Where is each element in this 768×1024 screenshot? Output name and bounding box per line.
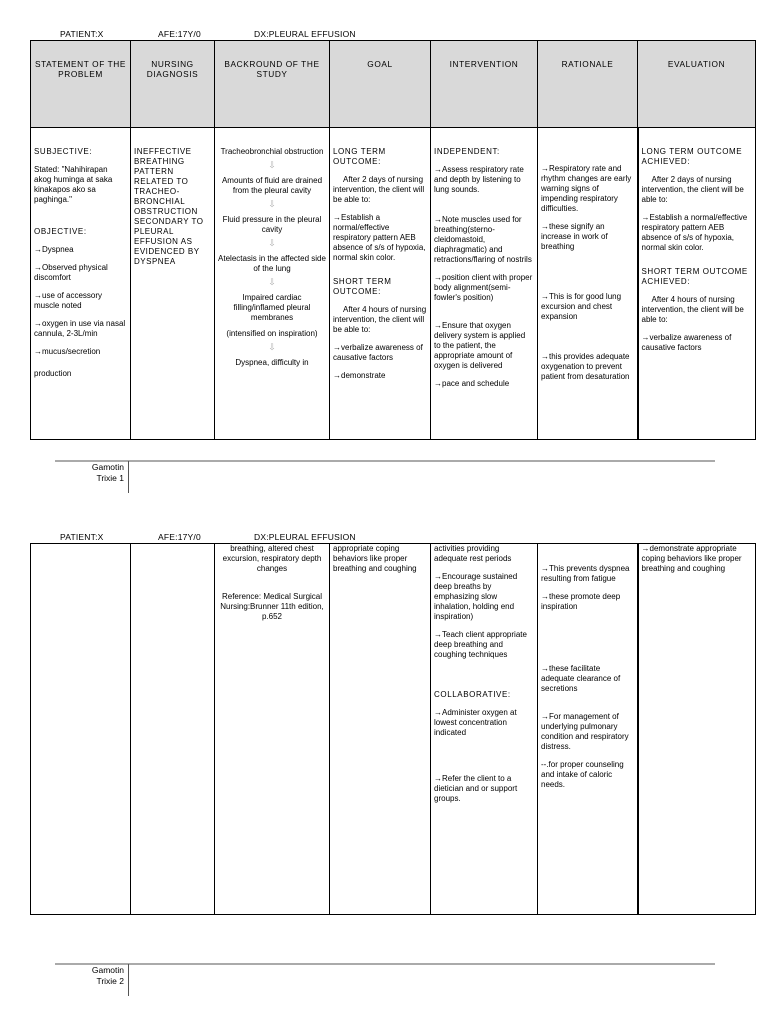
intervention-item: →Refer the client to a dietician and or support groups. (434, 774, 518, 803)
collaborative-title: COLLABORATIVE: (434, 690, 511, 699)
nursing-diagnosis-text: INEFFECTIVE BREATHING PATTERN RELATED TO TRACHEO-BRONCHIAL OBSTRUCTION SECONDARY TO PLEURAL EFFUSION AS EVIDENCED BY DYSPNEA (134, 147, 204, 266)
footer-divider (128, 461, 129, 493)
background-cell (215, 128, 330, 440)
care-plan-table-page-2 (30, 543, 756, 915)
footer-rule (55, 963, 715, 965)
short-term-achieved-title: SHORT TERM OUTCOME ACHIEVED: (641, 267, 748, 286)
objective-item: production (34, 369, 72, 378)
objective-item: →Observed physical discomfort (34, 263, 108, 282)
objective-item: →mucus/secretion (34, 347, 101, 356)
patient-label: PATIENT:X (60, 532, 104, 542)
background-step: Atelectasis in the affected side of the lung (218, 254, 326, 273)
long-term-achieved-text: After 2 days of nursing intervention, the client will be able to: (641, 175, 744, 204)
intervention-item: →position client with proper body alignment(semi-fowler's position) (434, 273, 533, 302)
evaluation-cell (638, 544, 756, 915)
objective-item: →Dyspnea (34, 245, 74, 254)
intervention-item: activities providing adequate rest periods (434, 544, 512, 563)
objective-item: →oxygen in use via nasal cannula, 2-3L/min (34, 319, 126, 338)
background-step: Tracheobronchial obstruction (220, 147, 324, 156)
intervention-item: →Ensure that oxygen delivery system is applied to the patient, the appropriate amount of oxygen is delivered (434, 321, 526, 370)
intervention-item: →Teach client appropriate deep breathing and coughing techniques (434, 630, 527, 659)
column-header: RATIONALE (538, 41, 638, 128)
short-term-text: After 4 hours of nursing intervention, the client will be able to: (333, 305, 427, 334)
rationale-item: →these promote deep inspiration (541, 592, 621, 611)
down-arrow-icon: ⇩ (268, 199, 276, 209)
down-arrow-icon: ⇩ (268, 342, 276, 352)
rationale-item: →these signify an increase in work of breathing (541, 222, 608, 251)
nursing-diagnosis-cell (131, 544, 215, 915)
diagnosis-label: DX:PLEURAL EFFUSION (254, 532, 356, 542)
footer-name: Gamotin (91, 462, 124, 472)
intervention-item: →Note muscles used for breathing(sterno-cleidomastoid, diaphragmatic) and retractions/flaring of nostrils (434, 215, 532, 264)
patient-label: PATIENT:X (60, 29, 104, 39)
background-step: (intensified on inspiration) (226, 329, 318, 338)
nursing-diagnosis-cell (131, 128, 215, 440)
subjective-title: SUBJECTIVE: (34, 147, 93, 156)
rationale-cell (538, 128, 638, 440)
rationale-item: --.for proper counseling and intake of caloric needs. (541, 760, 624, 789)
background-cell (215, 544, 330, 915)
column-header: BACKROUND OF THE STUDY (215, 41, 330, 128)
short-term-achieved-text: After 4 hours of nursing intervention, the client will be able to: (641, 295, 744, 324)
short-term-item: →demonstrate (333, 371, 386, 380)
statement-cell (31, 128, 131, 440)
background-step: Dyspnea, difficulty in (235, 358, 309, 367)
reference-text: Reference: Medical Surgical Nursing:Brunner 11th edition, p.652 (220, 592, 324, 621)
column-header: EVALUATION (638, 41, 756, 128)
background-step: Amounts of fluid are drained from the pleural cavity (221, 176, 323, 195)
long-term-item: →Establish a normal/effective respiratory pattern AEB absence of s/s of hypoxia, normal skin color. (333, 213, 426, 262)
intervention-item: →Administer oxygen at lowest concentration indicated (434, 708, 517, 737)
footer-page: Trixie 2 (96, 976, 124, 986)
footer-name: Gamotin (91, 965, 124, 975)
background-step: Impaired cardiac filling/inflamed pleural membranes (233, 293, 311, 322)
rationale-item: →Respiratory rate and rhythm changes are early warning signs of impending respiratory difficulties. (541, 164, 632, 213)
evaluation-cell (638, 128, 756, 440)
rationale-cell (538, 544, 638, 915)
down-arrow-icon: ⇩ (268, 160, 276, 170)
goal-cell (330, 128, 431, 440)
short-term-item: →verbalize awareness of causative factors (333, 343, 423, 362)
column-header: STATEMENT OF THE PROBLEM (31, 41, 131, 128)
statement-cell (31, 544, 131, 915)
long-term-achieved-title: LONG TERM OUTCOME ACHIEVED: (641, 147, 743, 166)
long-term-title: LONG TERM OUTCOME: (333, 147, 386, 166)
rationale-item: →these facilitate adequate clearance of secretions (541, 664, 621, 693)
independent-title: INDEPENDENT: (434, 147, 500, 156)
footer-author (54, 965, 124, 987)
footer-rule (55, 460, 715, 462)
age-label: AFE:17Y/0 (158, 29, 201, 39)
column-header: NURSING DIAGNOSIS (131, 41, 215, 128)
rationale-item: →This prevents dyspnea resulting from fatigue (541, 564, 630, 583)
background-step: Fluid pressure in the pleural cavity (222, 215, 322, 234)
intervention-item: →Assess respiratory rate and depth by listening to lung sounds. (434, 165, 524, 194)
footer-author (54, 462, 124, 484)
age-label: AFE:17Y/0 (158, 532, 201, 542)
intervention-cell (431, 128, 538, 440)
footer-page: Trixie 1 (96, 473, 124, 483)
objective-title: OBJECTIVE: (34, 227, 87, 236)
intervention-cell (431, 544, 538, 915)
long-term-achieved-item: →Establish a normal/effective respiratory pattern AEB absence of s/s of hypoxia, normal skin color. (641, 213, 748, 252)
objective-item: →use of accessory muscle noted (34, 291, 103, 310)
footer-divider (128, 964, 129, 996)
short-term-title: SHORT TERM OUTCOME: (333, 277, 392, 296)
goal-cell (330, 544, 431, 915)
intervention-item: →Encourage sustained deep breaths by emphasizing slow inhalation, holding end inspiration) (434, 572, 518, 621)
goal-continued: appropriate coping behaviors like proper breathing and coughing (333, 544, 417, 573)
diagnosis-label: DX:PLEURAL EFFUSION (254, 29, 356, 39)
short-term-achieved-item: →verbalize awareness of causative factors (641, 333, 732, 352)
long-term-text: After 2 days of nursing intervention, the client will be able to: (333, 175, 425, 204)
evaluation-continued: →demonstrate appropriate coping behaviors like proper breathing and coughing (641, 544, 742, 573)
column-header: GOAL (330, 41, 431, 128)
rationale-item: →this provides adequate oxygenation to prevent patient from desaturation (541, 352, 630, 381)
background-step: breathing, altered chest excursion, respiratory depth changes (222, 544, 322, 573)
subjective-text: Stated: "Nahihirapan akog huminga at saka kinakapos ako sa paghinga." (34, 165, 113, 204)
column-header: INTERVENTION (431, 41, 538, 128)
down-arrow-icon: ⇩ (268, 277, 276, 287)
rationale-item: →This is for good lung excursion and chest expansion (541, 292, 622, 321)
rationale-item: →For management of underlying pulmonary condition and respiratory distress. (541, 712, 629, 751)
intervention-item: →pace and schedule (434, 379, 510, 388)
care-plan-table-page-1 (30, 40, 756, 440)
down-arrow-icon: ⇩ (268, 238, 276, 248)
